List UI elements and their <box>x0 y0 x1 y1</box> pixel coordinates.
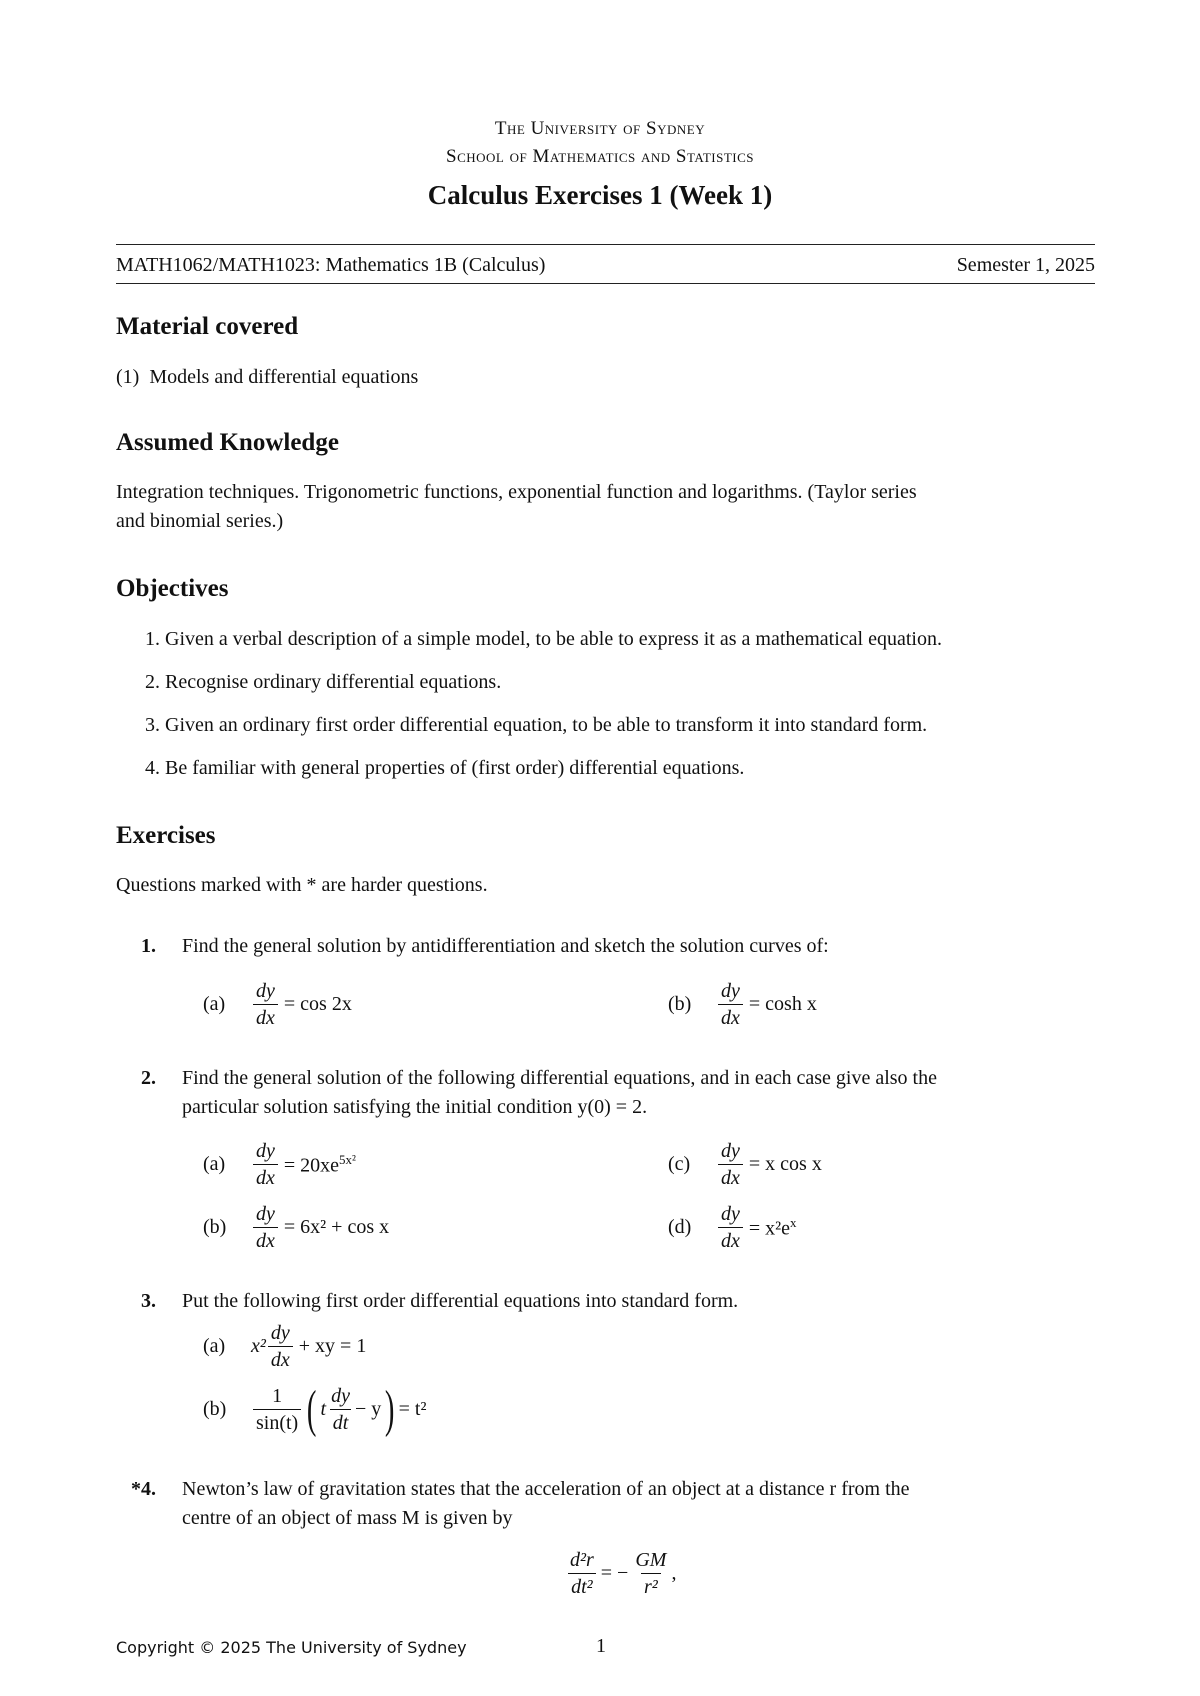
objective-item <box>145 711 927 740</box>
assumed-line-2: and binomial series.) <box>116 510 284 532</box>
part-label: (a) <box>203 1335 226 1357</box>
reciprocal-fraction: $\frac{1}{\sin(t)}$ <box>253 1383 301 1436</box>
copyright-notice: Copyright © 2025 The University of Sydney <box>116 1638 467 1657</box>
objective-number: 4. <box>145 757 160 779</box>
derivative-fraction: $\frac{dy}{dx}$ <box>268 1320 293 1373</box>
objective-item <box>145 625 942 654</box>
objective-item <box>145 668 501 697</box>
q1-part-b <box>668 978 817 1031</box>
university-name: The University of Sydney <box>494 118 706 139</box>
exercises-heading: Exercises <box>116 822 216 849</box>
equation-rhs: = cosh x <box>748 993 817 1015</box>
gravitation-equation <box>565 1547 676 1600</box>
objective-number: 1. <box>145 628 160 650</box>
derivative-fraction: $\frac{dy}{dx}$ <box>253 1138 278 1191</box>
equation-rhs: = t² <box>398 1398 427 1420</box>
derivative-fraction: $\frac{dy}{dx}$ <box>718 1201 743 1254</box>
part-label: (b) <box>203 1216 227 1238</box>
equation-rhs: = x cos x <box>748 1153 822 1175</box>
equation-rhs: = cos 2x <box>283 993 352 1015</box>
q2-part-a <box>203 1138 356 1191</box>
semester-label: Semester 1, 2025 <box>956 254 1095 276</box>
part-label: (a) <box>203 1153 226 1175</box>
equation-term: t <box>320 1398 327 1420</box>
derivative-fraction: $\frac{dy}{dx}$ <box>718 978 743 1031</box>
question-2-line-2: particular solution satisfying the initial condition y(0) = 2. <box>182 1096 648 1118</box>
left-paren: ( <box>307 1380 317 1438</box>
material-item <box>116 363 418 392</box>
assumed-line-1: Integration techniques. Trigonometric functions, exponential function and logarithms. (Taylor series <box>116 481 917 503</box>
school-name: School of Mathematics and Statistics <box>446 146 754 167</box>
derivative-fraction: $\frac{dy}{dx}$ <box>253 978 278 1031</box>
objective-item <box>145 754 744 783</box>
equation-rhs: = $x^2e^x$ <box>748 1214 797 1240</box>
question-4-number: *4. <box>131 1478 156 1500</box>
question-4-line-2: centre of an object of mass M is given by <box>182 1507 513 1529</box>
exercises-note: Questions marked with * are harder questions. <box>116 874 488 896</box>
trailing-comma: , <box>671 1562 677 1584</box>
material-item-number: (1) <box>116 366 140 388</box>
q2-part-c <box>668 1138 822 1191</box>
derivative-fraction: $\frac{dy}{dx}$ <box>718 1138 743 1191</box>
material-heading: Material covered <box>116 313 299 340</box>
q3-part-a <box>203 1320 366 1373</box>
derivative-fraction: $\frac{dy}{dt}$ <box>331 1385 350 1434</box>
objective-text: Given an ordinary first order differential equation, to be able to transform it into standard form. <box>165 714 928 736</box>
question-1-text: Find the general solution by antidifferentiation and sketch the solution curves of: <box>182 935 829 957</box>
q1-part-a <box>203 978 352 1031</box>
part-label: (b) <box>203 1398 227 1420</box>
equation-rhs: + xy = 1 <box>298 1335 367 1357</box>
question-4-line-1: Newton’s law of gravitation states that the acceleration of an object at a distance r from the <box>182 1478 910 1500</box>
equals-minus: = − <box>600 1562 629 1584</box>
gravity-fraction: $\frac{GM}{\text{r²}}$ <box>635 1549 667 1598</box>
objective-text: Given a verbal description of a simple model, to be able to express it as a mathematical equation. <box>165 628 942 650</box>
document-title: Calculus Exercises 1 (Week 1) <box>427 180 773 210</box>
page-number: 1 <box>596 1635 606 1657</box>
material-item-text: Models and differential equations <box>149 366 419 388</box>
question-3-text: Put the following first order differential equations into standard form. <box>182 1290 739 1312</box>
part-label: (c) <box>668 1153 691 1175</box>
objective-text: Be familiar with general properties of (first order) differential equations. <box>165 757 745 779</box>
part-label: (a) <box>203 993 226 1015</box>
second-derivative-fraction: $\frac{\text{d²r}}{\text{dt²}}$ <box>570 1549 594 1598</box>
derivative-fraction: $\frac{dy}{dx}$ <box>253 1201 278 1254</box>
objective-number: 3. <box>145 714 160 736</box>
header-bottom-rule <box>116 283 1095 284</box>
question-2-number: 2. <box>141 1067 156 1089</box>
part-label: (d) <box>668 1216 692 1238</box>
question-3-number: 3. <box>141 1290 156 1312</box>
q2-part-b <box>203 1201 389 1254</box>
q2-part-d <box>668 1201 797 1254</box>
equation-term: − y <box>355 1398 382 1420</box>
equation-rhs: = $20xe^{5x^2}$ <box>283 1151 356 1177</box>
header-top-rule <box>116 244 1095 245</box>
objective-text: Recognise ordinary differential equations. <box>165 671 502 693</box>
assumed-heading: Assumed Knowledge <box>116 429 339 456</box>
part-label: (b) <box>668 993 692 1015</box>
right-paren: ) <box>385 1380 395 1438</box>
question-1-number: 1. <box>141 935 156 957</box>
question-2-line-1: Find the general solution of the following differential equations, and in each case give also the <box>182 1067 937 1089</box>
equation-rhs: = 6x² + cos x <box>283 1216 390 1238</box>
objective-number: 2. <box>145 671 160 693</box>
objectives-heading: Objectives <box>116 575 229 602</box>
equation-prefix: x² <box>251 1335 266 1357</box>
course-code: MATH1062/MATH1023: Mathematics 1B (Calculus) <box>116 254 546 276</box>
q3-part-b <box>203 1380 427 1438</box>
